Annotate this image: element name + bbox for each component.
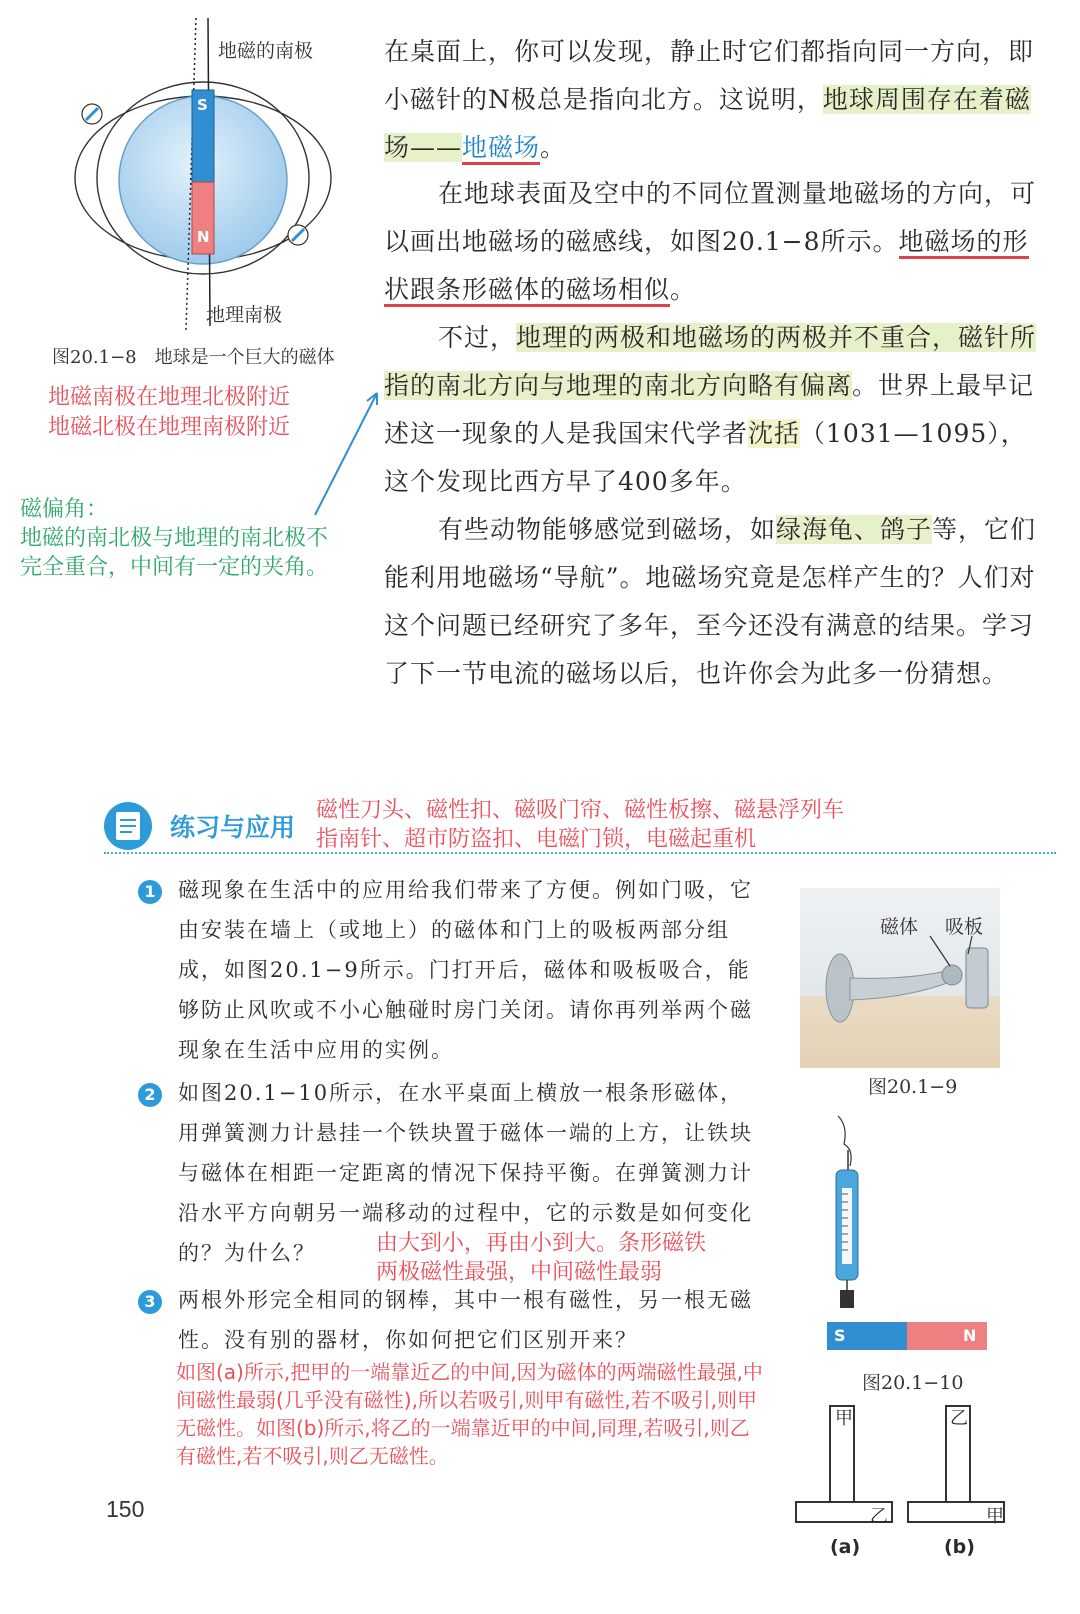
exercise-note-line-2: 指南针、超市防盗扣、电磁门锁，电磁起重机 — [316, 827, 757, 852]
rod-a-yi: 乙 — [870, 1506, 888, 1527]
geomagnetic-south-label: 地磁的南极 — [218, 40, 314, 62]
figure-caption-8: 图20.1−8 地球是一个巨大的磁体 — [52, 347, 335, 368]
rod-b-jia: 甲 — [986, 1506, 1004, 1527]
magnet-pole-n: N — [963, 1326, 977, 1345]
green-note-title: 磁偏角： — [20, 497, 109, 522]
door-plate-label: 吸板 — [945, 916, 984, 938]
spring-scale-figure — [820, 1110, 995, 1360]
pole-label-n: N — [197, 228, 210, 246]
page-number: 150 — [106, 1496, 145, 1522]
compass-right — [288, 225, 308, 245]
q2-badge: 2 — [138, 1083, 162, 1107]
question-1: 磁现象在生活中的应用给我们带来了方便。例如门吸，它由安装在墙上（或地上）的磁体和门上的吸板两部分组成，如图20.1−9所示。门打开后，磁体和吸板吸合，能够防止风吹或不小心触碰时房门关闭。请你再列举两个磁现象在生活中应用的实例。 — [178, 878, 753, 1062]
blue-arrow-icon — [305, 385, 385, 520]
pole-label-s: S — [197, 96, 208, 114]
compass-left — [82, 104, 102, 124]
q3-badge: 3 — [138, 1290, 162, 1314]
paragraph-1: 在桌面上，你可以发现，静止时它们都指向同一方向，即小磁针的N极总是指向北方。这说明，地球周围存在着磁场——地磁场。 — [384, 28, 1052, 172]
paragraph-3: 不过，地理的两极和地磁场的两极并不重合，磁针所指的南北方向与地理的南北方向略有偏离。世界上最早记述这一现象的人是我国宋代学者沈括（1031—1095），这个发现比西方早了400多年。 — [384, 323, 1037, 496]
paragraph-2: 在地球表面及空中的不同位置测量地磁场的方向，可以画出地磁场的磁感线，如图20.1−8所示。地磁场的形状跟条形磁体的磁场相似。 — [384, 170, 1052, 314]
exercise-note-line-1: 磁性刀头、磁性扣、磁吸门帘、磁性板擦、磁悬浮列车 — [316, 798, 845, 823]
red-note-2: 地磁北极在地理南极附近 — [48, 415, 291, 440]
exercise-book-icon — [100, 800, 156, 852]
question-2: 如图20.1−10所示，在水平桌面上横放一根条形磁体，用弹簧测力计悬挂一个铁块置于磁体一端的上方，让铁块与磁体在相距一定距离的情况下保持平衡。在弹簧测力计沿水平方向朝另一端移动的过程中，它的示数是如何变化的？为什么？ — [178, 1081, 753, 1265]
door-magnet-label: 磁体 — [880, 916, 919, 938]
label-a: (a) — [830, 1536, 861, 1558]
q2-answer-2: 两极磁性最强，中间磁性最弱 — [376, 1260, 663, 1285]
iron-block — [840, 1290, 854, 1308]
figure-caption-10: 图20.1−10 — [862, 1372, 964, 1394]
q2-answer-1: 由大到小，再由小到大。条形磁铁 — [376, 1231, 707, 1256]
question-3: 两根外形完全相同的钢棒，其中一根有磁性，另一根无磁性。没有别的器材，你如何把它们区别开来？ — [178, 1288, 753, 1352]
magnet-pole-s: S — [834, 1326, 846, 1345]
label-b: (b) — [944, 1536, 975, 1558]
rod-a-jia: 甲 — [835, 1408, 853, 1429]
red-note-1: 地磁南极在地理北极附近 — [48, 385, 291, 410]
geographic-south-label: 地理南极 — [206, 304, 283, 326]
green-note-line-2: 完全重合，中间有一定的夹角。 — [20, 555, 329, 580]
paragraph-4: 有些动物能够感觉到磁场，如绿海龟、鸽子等，它们能利用地磁场“导航”。地磁场究竟是怎样产生的？人们对这个问题已经研究了多年，至今还没有满意的结果。学习了下一节电流的磁场以后，也许你会为此多一份猜想。 — [384, 515, 1037, 688]
q1-badge: 1 — [138, 880, 162, 904]
q3-answer: 如图(a)所示,把甲的一端靠近乙的中间,因为磁体的两端磁性最强,中间磁性最弱(几乎没有磁性),所以若吸引,则甲有磁性,若不吸引,则甲无磁性。如图(b)所示,将乙的一端靠近甲的中间,同理,若吸引,则乙有磁性,若不吸引,则乙无磁性。 — [176, 1360, 763, 1468]
green-note-line-1: 地磁的南北极与地理的南北极不 — [20, 526, 329, 551]
figure-caption-9: 图20.1−9 — [868, 1076, 958, 1098]
exercise-title: 练习与应用 — [170, 813, 296, 842]
rod-b-yi: 乙 — [950, 1408, 968, 1429]
